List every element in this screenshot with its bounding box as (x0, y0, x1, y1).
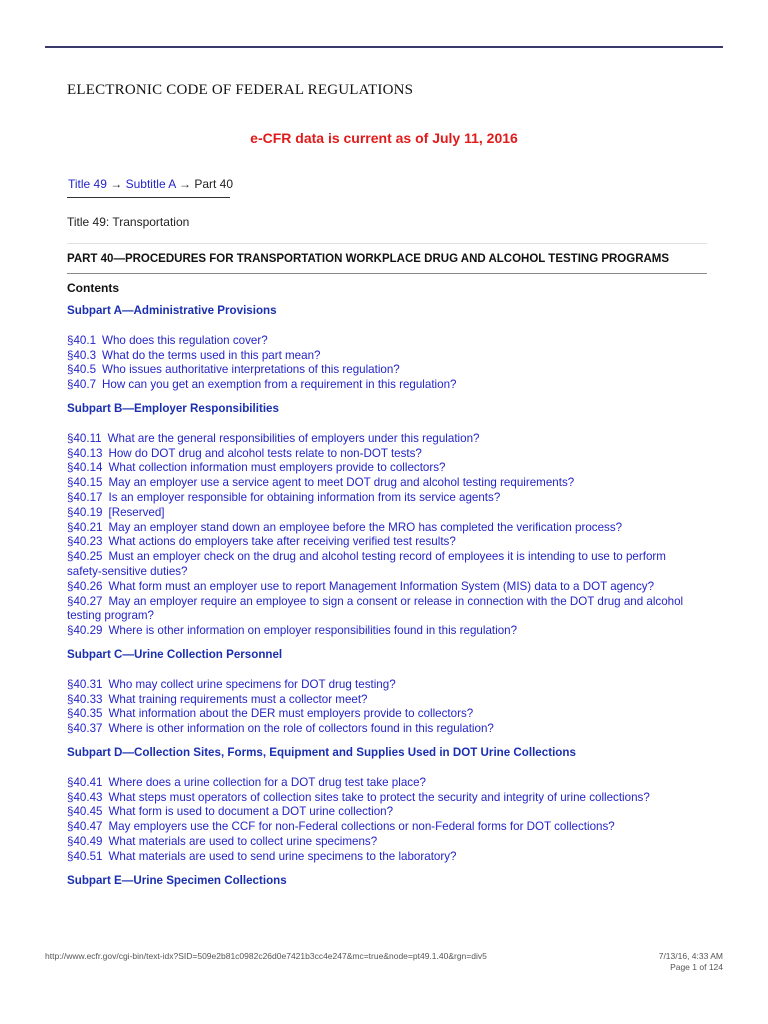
subpart-heading-link[interactable]: Subpart E—Urine Specimen Collections (67, 873, 287, 887)
document-title: ELECTRONIC CODE OF FEDERAL REGULATIONS (67, 82, 414, 98)
section-link[interactable] (67, 595, 702, 625)
section-number: §40.5 (67, 363, 97, 377)
section-title: May employers use the CCF for non-Federal collections or non-Federal forms for DOT collections? (108, 820, 615, 834)
breadcrumb-arrow-icon: → (110, 177, 123, 191)
section-title: What steps must operators of collection sites take to protect the security and integrity of urine collections? (108, 790, 650, 804)
section-link[interactable] (67, 363, 702, 378)
divider (67, 243, 707, 244)
section-link[interactable] (67, 491, 702, 506)
section-link[interactable] (67, 349, 702, 364)
section-number: §40.11 (67, 431, 102, 445)
footer-url: http://www.ecfr.gov/cgi-bin/text-idx?SID=509e2b81c0982c26d0e7421b3cc4e247&mc=true&node=pt49.1.40&rgn=div5 (45, 951, 487, 961)
section-title: What training requirements must a collector meet? (108, 692, 368, 706)
section-number: §40.27 (67, 594, 103, 608)
section-number: §40.25 (67, 550, 103, 564)
section-link[interactable] (67, 722, 702, 737)
section-number: §40.49 (67, 834, 103, 848)
section-title: May an employer use a service agent to meet DOT drug and alcohol testing requirements? (108, 476, 575, 490)
section-link[interactable] (67, 550, 702, 580)
section-number: §40.45 (67, 805, 103, 819)
section-list (67, 334, 702, 393)
top-rule (45, 46, 723, 48)
subpart-heading-link[interactable]: Subpart A—Administrative Provisions (67, 304, 277, 317)
section-link[interactable] (67, 521, 702, 536)
section-title: What form must an employer use to report Management Information System (MIS) data to a DOT agency? (108, 579, 655, 593)
section-number: §40.3 (67, 348, 97, 362)
section-link[interactable] (67, 805, 702, 820)
section-title: Must an employer check on the drug and alcohol testing record of employees it is intending to use to perform safety-sensitive duties? (67, 550, 666, 578)
breadcrumb (68, 177, 233, 191)
footer-date: 7/13/16, 4:33 AM (658, 951, 723, 961)
section-title: What are the general responsibilities of employers under this regulation? (107, 431, 480, 445)
section-number: §40.17 (67, 490, 103, 504)
part-heading: PART 40—PROCEDURES FOR TRANSPORTATION WORKPLACE DRUG AND ALCOHOL TESTING PROGRAMS (67, 253, 670, 265)
breadcrumb-current-part: Part 40 (194, 177, 234, 191)
section-title: What form is used to document a DOT urine collection? (108, 805, 394, 819)
section-number: §40.33 (67, 692, 103, 706)
section-number: §40.37 (67, 722, 103, 736)
section-link[interactable] (67, 580, 702, 595)
section-title: What actions do employers take after receiving verified test results? (108, 535, 456, 549)
breadcrumb-underline (67, 197, 230, 198)
contents-label: Contents (67, 281, 119, 295)
section-title: May an employer require an employee to sign a consent or release in connection with the DOT drug and alcohol testing program? (67, 594, 684, 623)
section-title: Where is other information on the role of collectors found in this regulation? (108, 722, 494, 736)
section-number: §40.19 (67, 505, 103, 519)
section-link[interactable] (67, 707, 702, 722)
breadcrumb-subtitle-link[interactable]: Subtitle A (125, 177, 176, 191)
section-link[interactable] (67, 850, 702, 865)
divider (67, 273, 707, 274)
section-list (67, 776, 702, 865)
section-title: How can you get an exemption from a requirement in this regulation? (102, 378, 457, 392)
section-link[interactable] (67, 334, 702, 349)
currency-notice: e-CFR data is current as of July 11, 2016 (250, 130, 518, 146)
section-title: Who does this regulation cover? (102, 333, 268, 347)
section-link[interactable] (67, 693, 702, 708)
breadcrumb-arrow-icon: → (178, 177, 191, 191)
section-link[interactable] (67, 506, 702, 521)
section-number: §40.7 (67, 378, 97, 392)
breadcrumb-title-link[interactable]: Title 49 (68, 177, 107, 191)
section-link[interactable] (67, 432, 702, 447)
section-title: Who issues authoritative interpretations of this regulation? (102, 363, 400, 377)
section-title: Where is other information on employer responsibilities found in this regulation? (108, 624, 518, 638)
section-number: §40.14 (67, 461, 103, 475)
section-number: §40.23 (67, 535, 103, 549)
section-title: What materials are used to send urine specimens to the laboratory? (108, 849, 457, 863)
section-link[interactable] (67, 461, 702, 476)
section-list (67, 678, 702, 737)
section-title: What do the terms used in this part mean? (102, 348, 321, 362)
section-link[interactable] (67, 835, 702, 850)
section-number: §40.31 (67, 677, 103, 691)
section-title: What collection information must employers provide to collectors? (108, 461, 446, 475)
section-link[interactable] (67, 776, 702, 791)
section-link[interactable] (67, 535, 702, 550)
section-link[interactable] (67, 820, 702, 835)
table-of-contents (67, 304, 702, 903)
title-line: Title 49: Transportation (67, 215, 190, 229)
section-list (67, 432, 702, 639)
section-number: §40.1 (67, 333, 97, 347)
section-number: §40.15 (67, 476, 103, 490)
section-link[interactable] (67, 624, 702, 639)
section-number: §40.41 (67, 775, 103, 789)
section-link[interactable] (67, 678, 702, 693)
section-number: §40.26 (67, 579, 103, 593)
section-link[interactable] (67, 791, 702, 806)
section-number: §40.29 (67, 624, 103, 638)
section-number: §40.35 (67, 707, 103, 721)
section-title: May an employer stand down an employee before the MRO has completed the verification process? (108, 520, 623, 534)
section-number: §40.21 (67, 520, 103, 534)
section-link[interactable] (67, 378, 702, 393)
section-title: [Reserved] (108, 505, 165, 519)
section-title: Where does a urine collection for a DOT drug test take place? (108, 775, 426, 789)
subpart-heading-link[interactable]: Subpart B—Employer Responsibilities (67, 401, 279, 415)
subpart-heading-link[interactable]: Subpart C—Urine Collection Personnel (67, 647, 283, 661)
section-title: Is an employer responsible for obtaining information from its service agents? (108, 490, 501, 504)
section-number: §40.13 (67, 446, 103, 460)
section-title: How do DOT drug and alcohol tests relate to non-DOT tests? (108, 446, 422, 460)
section-link[interactable] (67, 447, 702, 462)
section-number: §40.51 (67, 849, 103, 863)
section-number: §40.43 (67, 790, 103, 804)
subpart-heading-link[interactable]: Subpart D—Collection Sites, Forms, Equipment and Supplies Used in DOT Urine Collections (67, 745, 576, 759)
section-title: What information about the DER must employers provide to collectors? (108, 707, 474, 721)
section-number: §40.47 (67, 820, 103, 834)
section-title: Who may collect urine specimens for DOT drug testing? (108, 677, 396, 691)
section-link[interactable] (67, 476, 702, 491)
footer-page-number: Page 1 of 124 (670, 962, 723, 972)
section-title: What materials are used to collect urine specimens? (108, 834, 378, 848)
